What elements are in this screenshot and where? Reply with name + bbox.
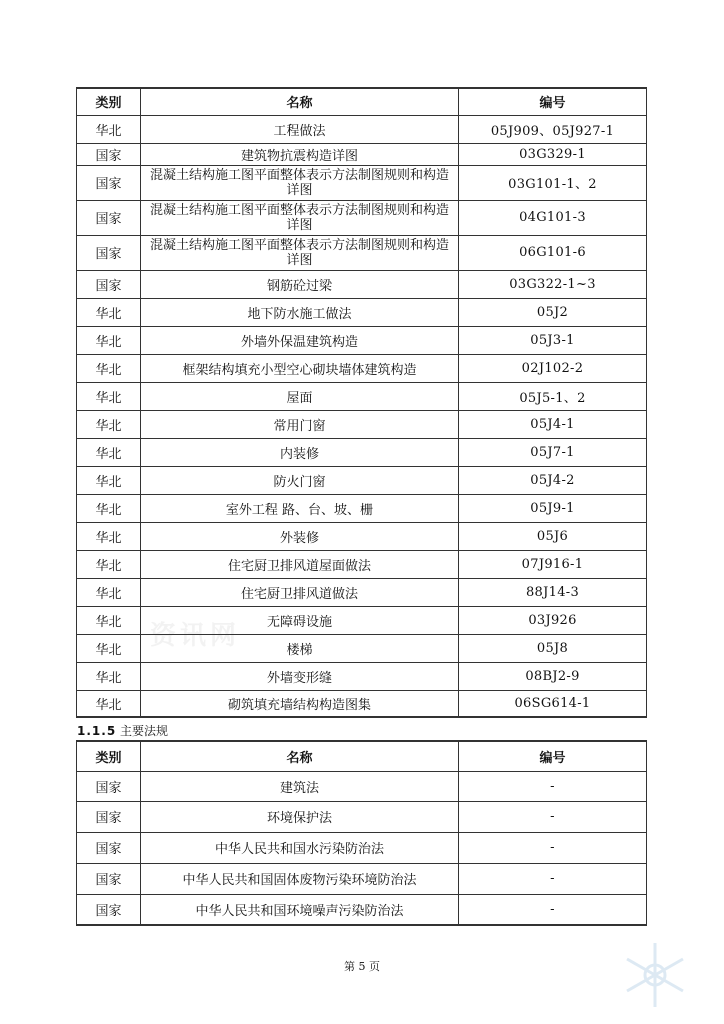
code-cell: - [459, 801, 647, 832]
regulations-table [76, 740, 647, 926]
table-row [77, 466, 647, 494]
header-name: 名称 [141, 88, 459, 115]
code-cell: - [459, 863, 647, 894]
code-cell: 02J102-2 [459, 354, 647, 382]
table-row [77, 270, 647, 298]
page-number: 第 5 页 [344, 960, 380, 973]
standards-table-body [77, 115, 647, 717]
category-cell: 国家 [77, 270, 141, 298]
code-cell: 07J916-1 [459, 550, 647, 578]
code-cell: 05J7-1 [459, 438, 647, 466]
code-cell: 08BJ2-9 [459, 662, 647, 690]
table-header-row [77, 88, 647, 115]
table-row [77, 522, 647, 550]
category-cell: 国家 [77, 235, 141, 270]
code-cell: 06G101-6 [459, 235, 647, 270]
category-cell: 国家 [77, 894, 141, 925]
category-cell: 华北 [77, 606, 141, 634]
regulations-table-body [77, 771, 647, 925]
code-cell: - [459, 894, 647, 925]
table-row [77, 298, 647, 326]
category-cell: 华北 [77, 298, 141, 326]
name-cell: 混凝土结构施工图平面整体表示方法制图规则和构造详图 [141, 235, 459, 270]
code-cell: 88J14-3 [459, 578, 647, 606]
code-cell: 05J4-1 [459, 410, 647, 438]
code-cell: 05J9-1 [459, 494, 647, 522]
code-cell: - [459, 832, 647, 863]
category-cell: 华北 [77, 494, 141, 522]
name-cell: 住宅厨卫排风道做法 [141, 578, 459, 606]
name-cell: 砌筑填充墙结构构造图集 [141, 690, 459, 717]
table-row [77, 200, 647, 235]
category-cell: 华北 [77, 354, 141, 382]
table-row [77, 801, 647, 832]
name-cell: 框架结构填充小型空心砌块墙体建筑构造 [141, 354, 459, 382]
table-row [77, 662, 647, 690]
snowflake-logo-icon [600, 935, 710, 1015]
name-cell: 常用门窗 [141, 410, 459, 438]
table-row [77, 165, 647, 200]
category-cell: 国家 [77, 832, 141, 863]
header-code: 编号 [459, 741, 647, 771]
table-row [77, 115, 647, 143]
category-cell: 国家 [77, 200, 141, 235]
watermark-text: 资讯网 [150, 621, 241, 651]
name-cell: 中华人民共和国水污染防治法 [141, 832, 459, 863]
category-cell: 国家 [77, 801, 141, 832]
category-cell: 国家 [77, 863, 141, 894]
code-cell: 04G101-3 [459, 200, 647, 235]
category-cell: 华北 [77, 382, 141, 410]
header-code: 编号 [459, 88, 647, 115]
category-cell: 华北 [77, 410, 141, 438]
name-cell: 楼梯 [141, 634, 459, 662]
code-cell: 05J909、05J927-1 [459, 115, 647, 143]
category-cell: 华北 [77, 550, 141, 578]
name-cell: 屋面 [141, 382, 459, 410]
name-cell: 工程做法 [141, 115, 459, 143]
table-row [77, 863, 647, 894]
name-cell: 地下防水施工做法 [141, 298, 459, 326]
name-cell: 混凝土结构施工图平面整体表示方法制图规则和构造详图 [141, 165, 459, 200]
code-cell: 05J4-2 [459, 466, 647, 494]
table-row [77, 634, 647, 662]
table-row [77, 235, 647, 270]
section-title: 主要法规 [120, 724, 169, 738]
code-cell: 05J3-1 [459, 326, 647, 354]
code-cell: 03G101-1、2 [459, 165, 647, 200]
name-cell: 外装修 [141, 522, 459, 550]
table-row [77, 438, 647, 466]
category-cell: 国家 [77, 143, 141, 165]
table-header-row [77, 741, 647, 771]
table-row [77, 410, 647, 438]
name-cell: 建筑法 [141, 771, 459, 801]
table-row [77, 354, 647, 382]
category-cell: 华北 [77, 634, 141, 662]
name-cell: 内装修 [141, 438, 459, 466]
table-row [77, 494, 647, 522]
section-heading [77, 722, 168, 739]
table-row [77, 894, 647, 925]
category-cell: 华北 [77, 466, 141, 494]
code-cell: - [459, 771, 647, 801]
table-row [77, 550, 647, 578]
table-row [77, 143, 647, 165]
category-cell: 华北 [77, 115, 141, 143]
table-row [77, 606, 647, 634]
category-cell: 华北 [77, 578, 141, 606]
name-cell: 住宅厨卫排风道屋面做法 [141, 550, 459, 578]
name-cell: 中华人民共和国固体废物污染环境防治法 [141, 863, 459, 894]
category-cell: 华北 [77, 438, 141, 466]
standards-table [76, 87, 647, 718]
name-cell: 外墙变形缝 [141, 662, 459, 690]
category-cell: 华北 [77, 522, 141, 550]
code-cell: 05J5-1、2 [459, 382, 647, 410]
code-cell: 05J8 [459, 634, 647, 662]
name-cell: 防火门窗 [141, 466, 459, 494]
category-cell: 国家 [77, 771, 141, 801]
code-cell: 06SG614-1 [459, 690, 647, 717]
name-cell: 钢筋砼过梁 [141, 270, 459, 298]
name-cell: 环境保护法 [141, 801, 459, 832]
name-cell: 混凝土结构施工图平面整体表示方法制图规则和构造详图 [141, 200, 459, 235]
table-row [77, 832, 647, 863]
code-cell: 05J6 [459, 522, 647, 550]
table-row [77, 382, 647, 410]
header-name: 名称 [141, 741, 459, 771]
header-category: 类别 [77, 741, 141, 771]
code-cell: 05J2 [459, 298, 647, 326]
table-row [77, 690, 647, 717]
table-row [77, 771, 647, 801]
category-cell: 国家 [77, 165, 141, 200]
category-cell: 华北 [77, 690, 141, 717]
code-cell: 03J926 [459, 606, 647, 634]
category-cell: 华北 [77, 662, 141, 690]
category-cell: 华北 [77, 326, 141, 354]
header-category: 类别 [77, 88, 141, 115]
table-row [77, 578, 647, 606]
name-cell: 建筑物抗震构造详图 [141, 143, 459, 165]
table-row [77, 326, 647, 354]
name-cell: 无障碍设施 [141, 606, 459, 634]
code-cell: 03G322-1~3 [459, 270, 647, 298]
name-cell: 外墙外保温建筑构造 [141, 326, 459, 354]
section-number: 1.1.5 [77, 724, 117, 738]
name-cell: 室外工程 路、台、坡、栅 [141, 494, 459, 522]
code-cell: 03G329-1 [459, 143, 647, 165]
name-cell: 中华人民共和国环境噪声污染防治法 [141, 894, 459, 925]
